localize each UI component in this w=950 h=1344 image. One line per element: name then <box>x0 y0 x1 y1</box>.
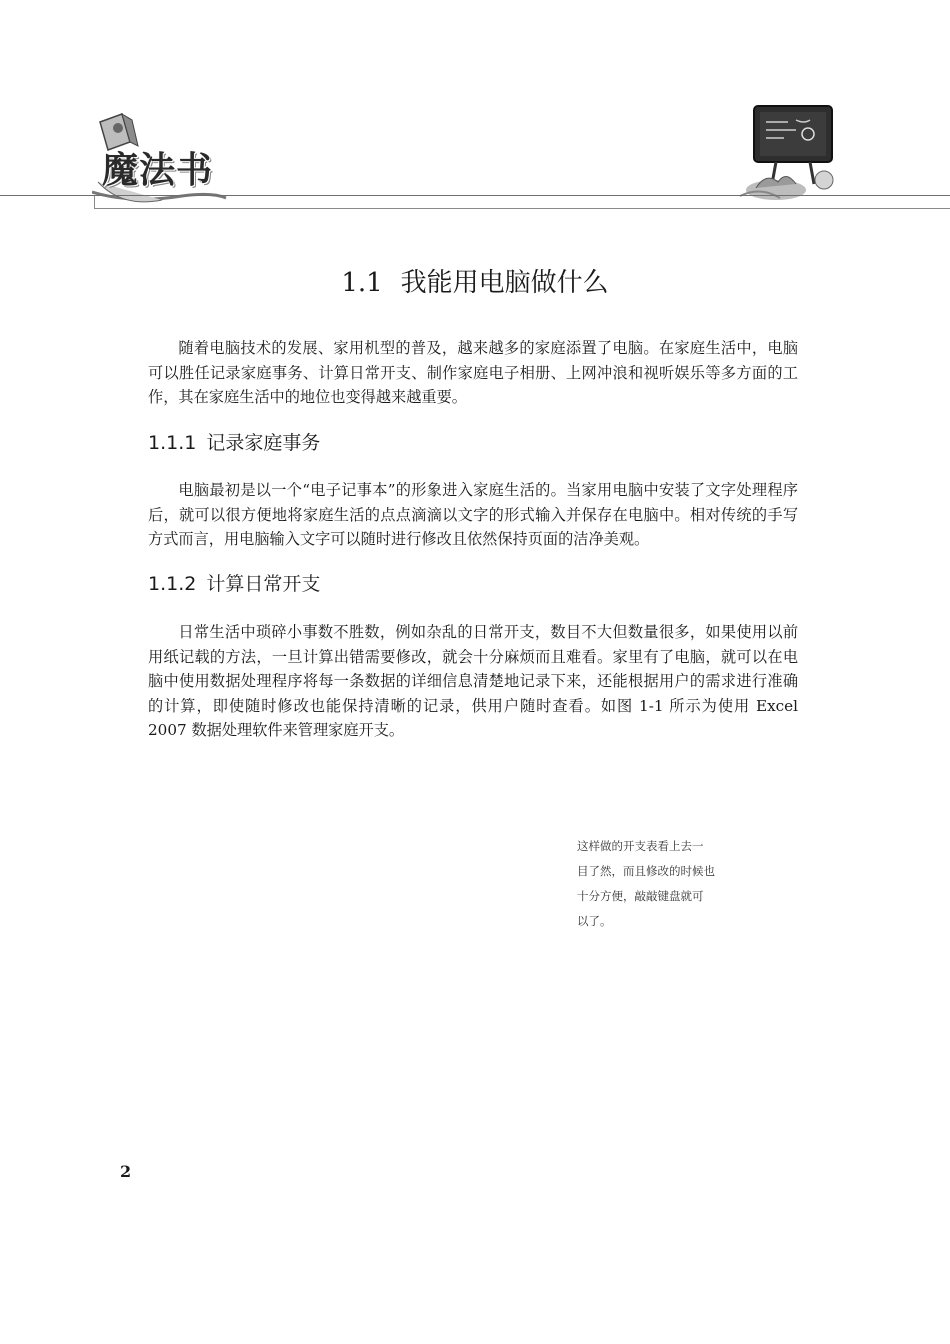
section-title: 我能用电脑做什么 <box>400 268 609 298</box>
blackboard-icon <box>736 98 842 206</box>
header-tick <box>94 196 95 208</box>
header-rule <box>0 195 950 196</box>
subsection-heading <box>148 428 320 455</box>
subsection-heading <box>148 569 320 596</box>
page-number: 2 <box>120 1162 132 1181</box>
logo-text: 魔法书 <box>102 150 214 191</box>
subsection-paragraph: 日常生活中琐碎小事数不胜数，例如杂乱的日常开支，数目不大但数量很多，如果使用以前用纸记载的方法，一旦计算出错需要修改，就会十分麻烦而且难看。家里有了电脑，就可以在电脑中使用数据处理程序将每一条数据的详细信息清楚地记录下来，还能根据用户的需求进行准确的计算，即使随时修改也能保持清晰的记录，供用户随时查看。如图 1-1 所示为使用 Excel 2007 数据处理软件来管理家庭开支。 <box>148 623 798 739</box>
subsection-title: 计算日常开支 <box>206 573 321 595</box>
subsection-title: 记录家庭事务 <box>206 432 321 454</box>
subsection-number: 1.1.2 <box>148 573 197 595</box>
subsection-paragraph: 电脑最初是以一个“电子记事本”的形象进入家庭生活的。当家用电脑中安装了文字处理程序后，就可以很方便地将家庭生活的点点滴滴以文字的形式输入并保存在电脑中。相对传统的手写方式而言，用电脑输入文字可以随时进行修改且依然保持页面的洁净美观。 <box>148 481 798 548</box>
header-rule-lower <box>94 208 950 209</box>
side-note-line: 这样做的开支表看上去一 <box>577 839 704 853</box>
blackboard-illustration <box>736 98 842 206</box>
section-heading <box>0 262 950 299</box>
book-series-logo <box>92 112 232 208</box>
side-note <box>577 834 727 934</box>
intro-paragraph: 随着电脑技术的发展、家用机型的普及，越来越多的家庭添置了电脑。在家庭生活中，电脑可以胜任记录家庭事务、计算日常开支、制作家庭电子相册、上网冲浪和视听娱乐等多方面的工作，其在家庭生活中的地位也变得越来越重要。 <box>148 339 798 406</box>
subsection-number: 1.1.1 <box>148 432 197 454</box>
side-note-line: 目了然，而且修改的时候也 <box>577 864 715 878</box>
section-number: 1.1 <box>341 268 383 298</box>
side-note-line: 十分方便，敲敲键盘就可 <box>577 889 704 903</box>
side-note-line: 以了。 <box>577 914 612 928</box>
